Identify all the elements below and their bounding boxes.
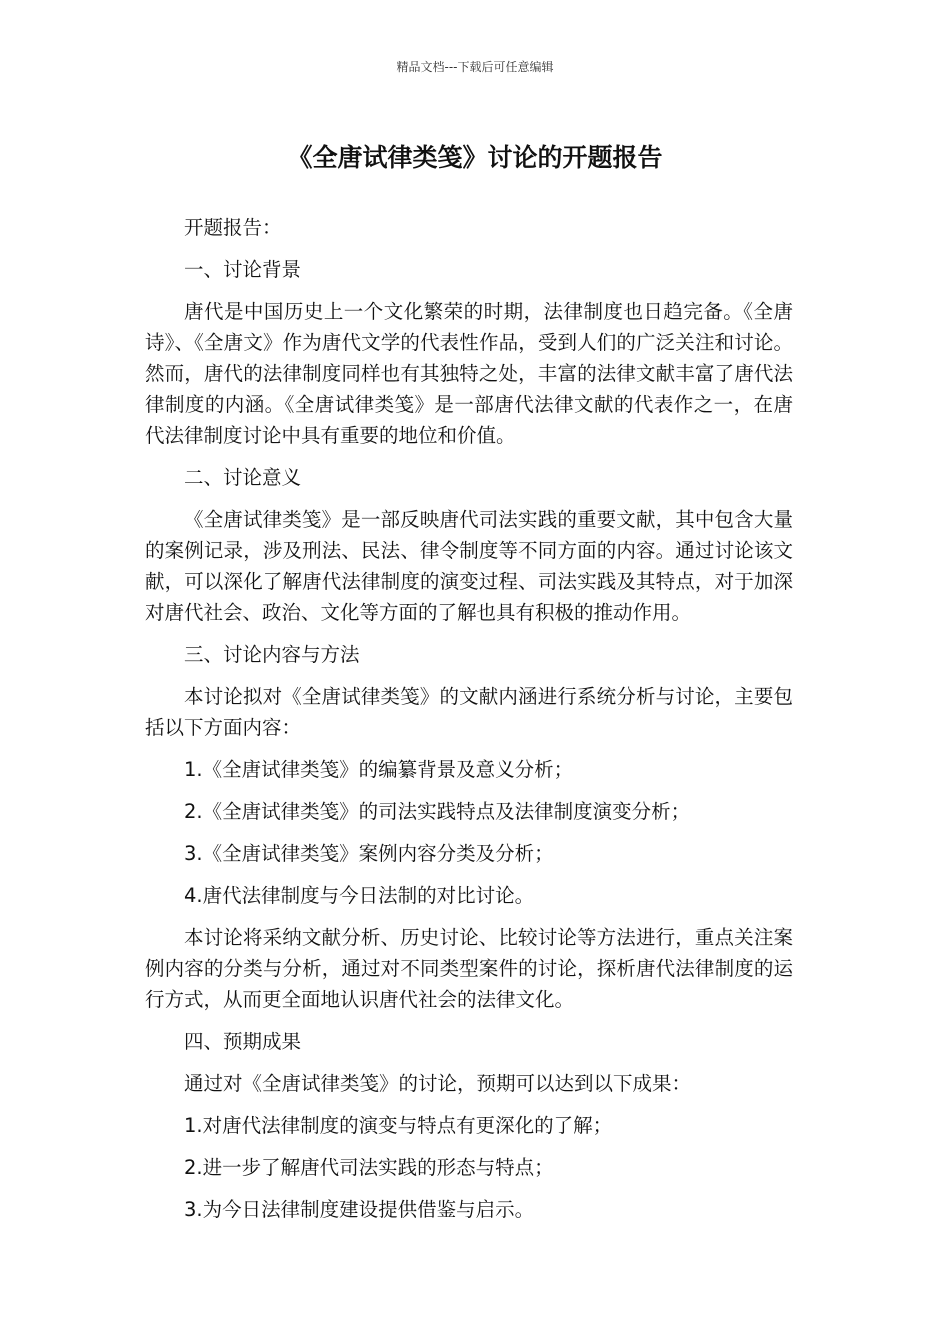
section-heading-background: 一、讨论背景 — [184, 258, 302, 281]
paragraph-content-intro: 本讨论拟对《全唐试律类笺》的文献内涵进行系统分析与讨论，主要包括以下方面内容： — [145, 685, 793, 739]
document-title: 《全唐试律类笺》讨论的开题报告 — [287, 143, 663, 172]
section-heading-expected-results: 四、预期成果 — [184, 1030, 302, 1053]
page-header: 精品文档---下载后可任意编辑 — [396, 60, 554, 74]
list-item: 2.《全唐试律类笺》的司法实践特点及法律制度演变分析； — [184, 800, 691, 823]
list-item: 2.进一步了解唐代司法实践的形态与特点； — [184, 1156, 554, 1179]
section-heading-significance: 二、讨论意义 — [184, 466, 302, 489]
paragraph-results-intro: 通过对《全唐试律类笺》的讨论，预期可以达到以下成果： — [184, 1072, 692, 1095]
document-body — [145, 212, 793, 1236]
paragraph-method: 本讨论将采纳文献分析、历史讨论、比较讨论等方法进行，重点关注案例内容的分类与分析，通过对不同类型案件的讨论，探析唐代法律制度的运行方式，从而更全面地认识唐代社会的法律文化。 — [145, 926, 793, 1011]
list-item: 1.对唐代法律制度的演变与特点有更深化的了解； — [184, 1114, 613, 1137]
list-item: 3.为今日法律制度建设提供借鉴与启示。 — [184, 1198, 535, 1221]
list-item: 1.《全唐试律类笺》的编纂背景及意义分析； — [184, 758, 574, 781]
paragraph-significance: 《全唐试律类笺》是一部反映唐代司法实践的重要文献，其中包含大量的案例记录，涉及刑法、民法、律令制度等不同方面的内容。通过讨论该文献，可以深化了解唐代法律制度的演变过程、司法实践及其特点，对于加深对唐代社会、政治、文化等方面的了解也具有积极的推动作用。 — [145, 508, 793, 624]
list-item: 4.唐代法律制度与今日法制的对比讨论。 — [184, 884, 535, 907]
section-heading-content-method: 三、讨论内容与方法 — [184, 643, 360, 666]
list-item: 3.《全唐试律类笺》案例内容分类及分析； — [184, 842, 554, 865]
paragraph-background: 唐代是中国历史上一个文化繁荣的时期，法律制度也日趋完备。《全唐诗》、《全唐文》作为唐代文学的代表性作品，受到人们的广泛关注和讨论。然而，唐代的法律制度同样也有其独特之处，丰富的法律文献丰富了唐代法律制度的内涵。《全唐试律类笺》是一部唐代法律文献的代表作之一，在唐代法律制度讨论中具有重要的地位和价值。 — [145, 300, 793, 447]
opening-label: 开题报告： — [184, 216, 282, 239]
